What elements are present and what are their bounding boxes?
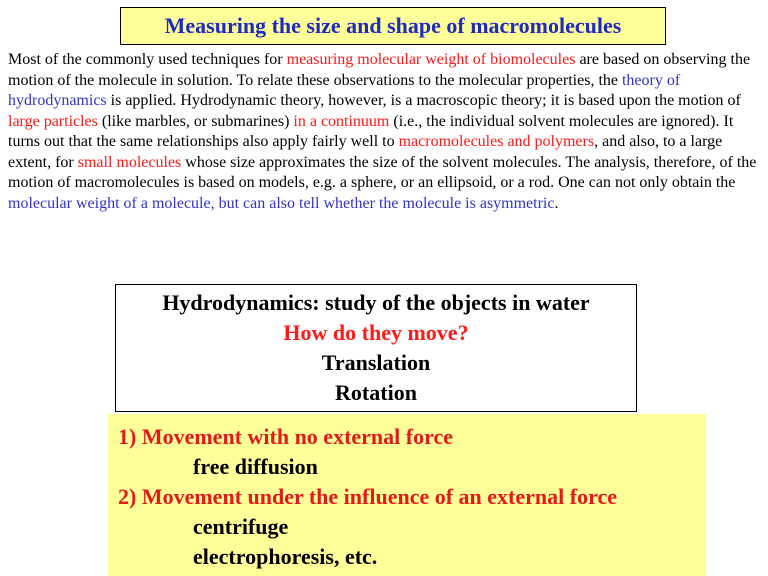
hydrodynamics-heading: Hydrodynamics: study of the objects in water <box>162 290 590 315</box>
paragraph-text: . <box>554 194 559 212</box>
highlight-macromolecules: macromolecules and polymers <box>398 133 595 150</box>
title-box <box>120 7 666 45</box>
movement-item-no-force: 1) Movement with no external force <box>118 424 453 449</box>
hydrodynamics-question: How do they move? <box>283 320 469 345</box>
paragraph-text: , and also, to a large extent, for <box>8 133 723 171</box>
movement-sub-electrophoresis: electrophoresis, etc. <box>193 544 378 569</box>
highlight-molecular-weight: measuring molecular weight of biomolecules <box>286 51 576 68</box>
movement-sub-centrifuge: centrifuge <box>193 514 289 539</box>
hydrodynamics-item-translation: Translation <box>321 350 431 375</box>
movement-box <box>108 414 706 576</box>
movement-item-external-force: 2) Movement under the influence of an external force <box>118 484 617 509</box>
paragraph-text: (like marbles, or submarines) <box>97 112 294 130</box>
hydrodynamics-item-rotation: Rotation <box>335 380 417 405</box>
highlight-molecular-weight-asymmetric: molecular weight of a molecule, but can also tell whether the molecule is asymmetric <box>8 194 555 212</box>
highlight-small-molecules: small molecules <box>77 153 182 171</box>
hydrodynamics-box <box>115 284 637 412</box>
paragraph-text: Most of the commonly used techniques for <box>8 51 287 68</box>
highlight-hydrodynamics-theory: theory of hydrodynamics <box>8 71 681 109</box>
paragraph-text: are based on observing the motion of the molecule in solution. To relate these observations to the molecular properties, the <box>8 51 751 89</box>
intro-paragraph <box>8 50 760 214</box>
paragraph-text: whose size approximates the size of the solvent molecules. The analysis, therefore, of the motion of macromolecules is based on models, e.g. a sphere, or an ellipsoid, or a rod. One can not only obtain the <box>8 153 757 191</box>
movement-sub-free-diffusion: free diffusion <box>193 454 318 479</box>
page-title: Measuring the size and shape of macromolecules <box>164 13 622 38</box>
highlight-continuum: in a continuum <box>293 112 390 130</box>
highlight-large-particles: large particles <box>8 112 98 130</box>
paragraph-text: (i.e., the individual solvent molecules are ignored). It turns out that the same relationships also apply fairly well to <box>8 112 734 150</box>
paragraph-text: is applied. Hydrodynamic theory, however, is a macroscopic theory; it is based upon the motion of <box>106 92 741 109</box>
